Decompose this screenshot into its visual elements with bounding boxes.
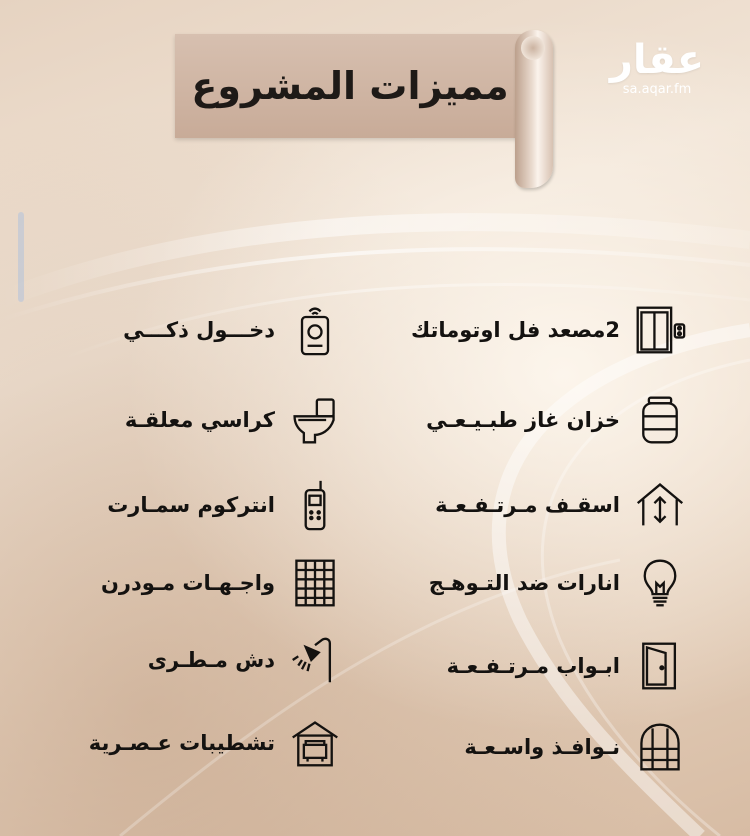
elevator-icon — [630, 300, 690, 360]
feature-item — [89, 713, 345, 773]
feature-item — [125, 390, 345, 450]
rain-shower-icon — [285, 630, 345, 690]
window-icon — [630, 717, 690, 777]
title-banner — [175, 30, 555, 142]
feature-label: خزان غاز طبـيـعـي — [426, 408, 620, 432]
feature-label: تشطيبات عـصـرية — [88, 731, 275, 755]
feature-item — [426, 390, 690, 450]
feature-item — [148, 630, 345, 690]
feature-item — [429, 553, 690, 613]
page-title: مميزات المشروع — [191, 64, 509, 108]
feature-label: واجـهـات مـودرن — [100, 571, 275, 595]
feature-label: ابـواب مـرتـفـعـة — [446, 654, 620, 678]
logo-word: عقار — [609, 37, 705, 83]
feature-label: 2مصعد فل اوتوماتك — [410, 318, 620, 342]
feature-label: اسقـف مـرتـفـعـة — [435, 493, 620, 517]
logo-url: sa.aqar.fm — [622, 82, 692, 97]
intercom-icon — [285, 475, 345, 535]
feature-item — [101, 553, 345, 613]
facade-icon — [285, 553, 345, 613]
feature-label: نـوافـذ واسـعـة — [464, 735, 620, 759]
feature-label: كراسي معلقـة — [124, 408, 275, 432]
feature-label: انارات ضد التـوهـج — [428, 571, 620, 595]
feature-item — [447, 636, 690, 696]
door-icon — [630, 636, 690, 696]
feature-item — [464, 717, 690, 777]
feature-label: انتركوم سمـارت — [107, 493, 275, 517]
smart-entry-icon — [285, 300, 345, 360]
feature-item — [123, 300, 345, 360]
feature-label: دش مـطـرى — [147, 648, 275, 672]
suspended-toilet-icon — [285, 390, 345, 450]
light-bulb-icon — [630, 553, 690, 613]
feature-item — [435, 475, 690, 535]
aqar-logo — [602, 38, 712, 98]
high-ceiling-icon — [630, 475, 690, 535]
gas-tank-icon — [630, 390, 690, 450]
feature-label: دخـــول ذكـــي — [123, 318, 275, 342]
finishing-icon — [285, 713, 345, 773]
feature-item — [411, 300, 690, 360]
edge-marker — [18, 212, 24, 302]
feature-item — [107, 475, 345, 535]
